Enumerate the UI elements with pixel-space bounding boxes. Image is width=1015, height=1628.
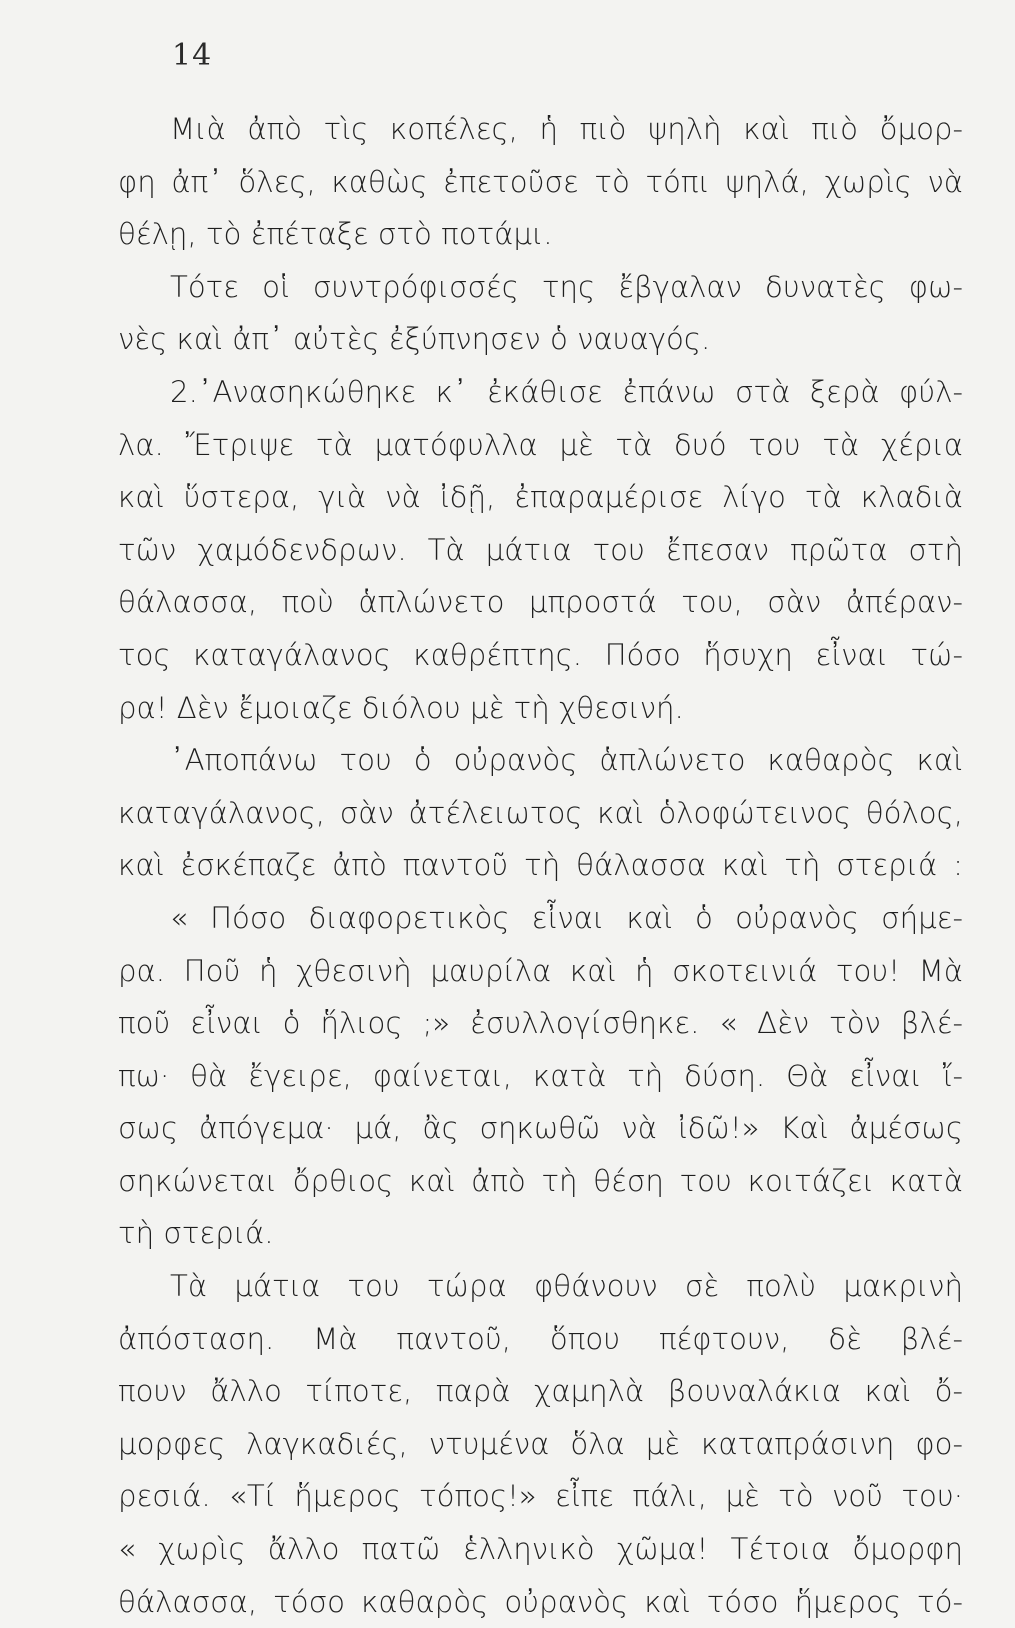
text-line: ρεσιά. «Τί ἥμερος τόπος!» εἶπε πάλι, μὲ τὸ νοῦ του· [118, 1479, 963, 1514]
text-line: ρα! Δὲν ἔμοιαζε διόλου μὲ τὴ χθεσινή. [118, 690, 684, 725]
text-line: ποῦ εἶναι ὁ ἥλιος ;» ἐσυλλογίσθηκε. « Δὲν τὸν βλέ- [118, 1006, 963, 1041]
text-line: Τὰ μάτια του τώρα φθάνουν σὲ πολὺ μακρινὴ [170, 1269, 963, 1304]
text-line: πουν ἄλλο τίποτε, παρὰ χαμηλὰ βουναλάκια καὶ ὄ- [118, 1374, 963, 1409]
text-line: τος καταγάλανος καθρέπτης. Πόσο ἥσυχη εἶναι τώ- [118, 637, 963, 672]
body-text [118, 103, 963, 1628]
text-line: Τότε οἱ συντρόφισσές της ἔβγαλαν δυνατὲς φω- [170, 269, 963, 304]
text-line: « χωρὶς ἄλλο πατῶ ἑλληνικὸ χῶμα! Τέτοια ὄμορφη [118, 1532, 963, 1567]
text-line: καὶ ὕστερα, γιὰ νὰ ἰδῇ, ἐπαραμέρισε λίγο τὰ κλαδιὰ [118, 480, 963, 515]
text-line: σως ἀπόγεμα· μά, ἂς σηκωθῶ νὰ ἰδῶ!» Καὶ ἀμέσως [118, 1111, 963, 1146]
text-line: τῶν χαμόδενδρων. Τὰ μάτια του ἔπεσαν πρῶτα στὴ [118, 532, 963, 567]
text-line: τὴ στεριά. [118, 1216, 274, 1251]
text-line: καταγάλανος, σὰν ἀτέλειωτος καὶ ὁλοφώτεινος θόλος, [118, 795, 963, 830]
text-line: Μιὰ ἀπὸ τὶς κοπέλες, ἡ πιὸ ψηλὴ καὶ πιὸ ὄμορ- [170, 112, 963, 146]
text-line: « Πόσο διαφορετικὸς εἶναι καὶ ὁ οὐρανὸς σήμε- [170, 900, 963, 935]
text-line: ρα. Ποῦ ἡ χθεσινὴ μαυρίλα καὶ ἡ σκοτεινιά του! Μὰ [118, 953, 963, 988]
page-number: 14 [172, 38, 213, 73]
text-line: καὶ ἐσκέπαζε ἀπὸ παντοῦ τὴ θάλασσα καὶ τὴ στεριά : [118, 848, 963, 883]
text-line: 2.᾽Ανασηκώθηκε κ᾽ ἐκάθισε ἐπάνω στὰ ξερὰ φύλ- [170, 374, 963, 409]
text-line: μορφες λαγκαδιές, ντυμένα ὅλα μὲ καταπράσινη φο- [118, 1426, 963, 1461]
text-line: νὲς καὶ ἀπ᾽ αὐτὲς ἐξύπνησεν ὁ ναυαγός. [118, 322, 711, 357]
text-line: σηκώνεται ὄρθιος καὶ ἀπὸ τὴ θέση του κοιτάζει κατὰ [118, 1163, 963, 1198]
text-line: θάλασσα, ποὺ ἁπλώνετο μπροστά του, σὰν ἀπέραν- [118, 585, 963, 620]
text-line: ᾽Αποπάνω του ὁ οὐρανὸς ἁπλώνετο καθαρὸς καὶ [170, 743, 963, 778]
text-line: λα. Ἔτριψε τὰ ματόφυλλα μὲ τὰ δυό του τὰ χέρια [118, 427, 963, 462]
text-line: θέλῃ, τὸ ἐπέταξε στὸ ποτάμι. [118, 217, 553, 252]
text-line: θάλασσα, τόσο καθαρὸς οὐρανὸς καὶ τόσο ἥμερος τό- [118, 1584, 963, 1619]
text-line: πω· θὰ ἔγειρε, φαίνεται, κατὰ τὴ δύση. Θὰ εἶναι ἴ- [118, 1058, 963, 1093]
text-line: ἀπόσταση. Μὰ παντοῦ, ὅπου πέφτουν, δὲ βλέ- [118, 1321, 963, 1356]
text-line: φη ἀπ᾽ ὅλες, καθὼς ἐπετοῦσε τὸ τόπι ψηλά, χωρὶς νὰ [118, 164, 963, 199]
